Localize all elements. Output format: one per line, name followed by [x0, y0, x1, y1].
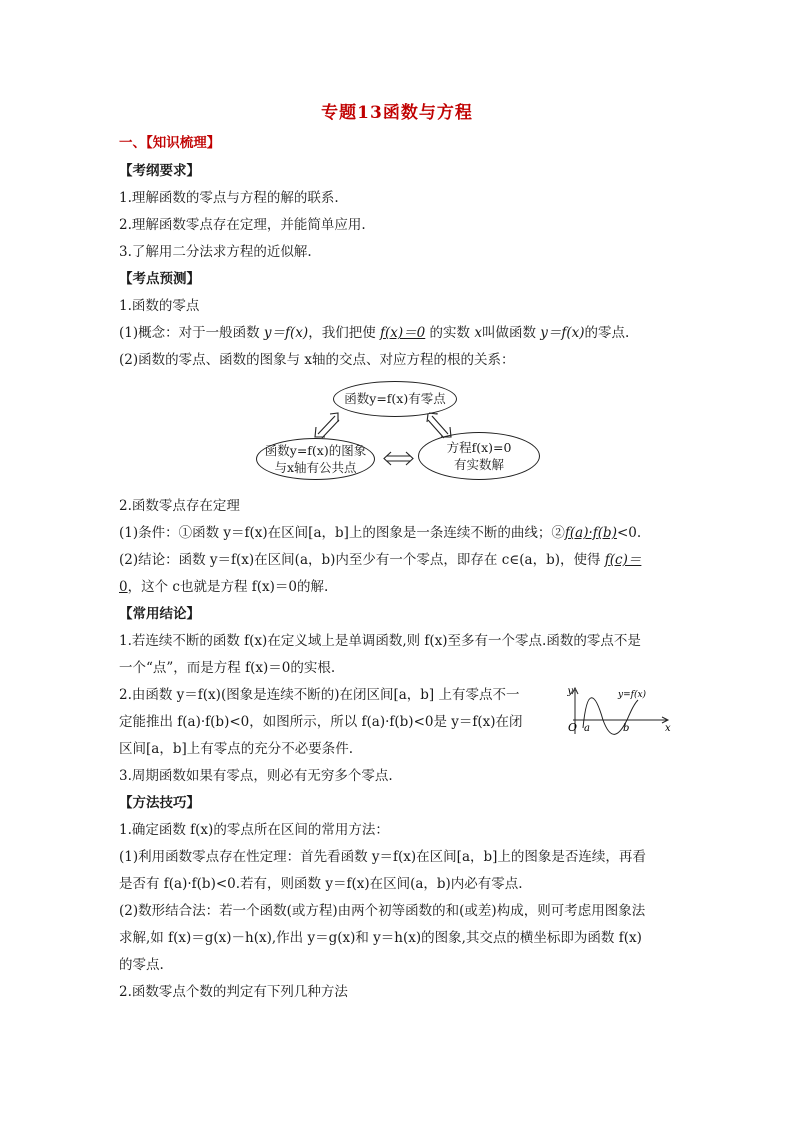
kgyq-item-1: 1.理解函数的零点与方程的解的联系. [119, 190, 339, 206]
double-arrow-icon [427, 413, 451, 438]
method-2-title: 2.函数零点个数的判定有下列几种方法 [119, 984, 348, 1000]
ellipse-graph-intersect: 函数y=f(x)的图象 与x轴有公共点 [256, 438, 375, 480]
method-1-2-line-1: (2)数形结合法：若一个函数(或方程)由两个初等函数的和(或差)构成，则可考虑用图象法 [119, 903, 646, 919]
function-graph [565, 684, 675, 736]
method-1-1-line-2: 是否有 f(a)·f(b)<0.若有，则函数 y＝f(x)在区间(a，b)内必有零点. [119, 876, 523, 892]
point-b-label: b [623, 723, 630, 734]
conclusion-2-line-3: 区间[a，b]上有零点的充分不必要条件. [119, 741, 354, 757]
conclusion-1-line-2: 一个“点”，而是方程 f(x)＝0的实根. [119, 660, 336, 676]
zero-point-concept: (1)概念：对于一般函数 y＝f(x)，我们把使 f(x)＝0 的实数 x叫做函数 y＝f(x)的零点. [119, 325, 630, 341]
method-1-title: 1.确定函数 f(x)的零点所在区间的常用方法： [119, 822, 389, 838]
origin-label: O [568, 721, 578, 734]
conclusion-2-line-1: 2.由函数 y＝f(x)(图象是连续不断的)在闭区间[a，b] 上有零点不一 [119, 687, 520, 703]
theorem-conclusion-cont: 0，这个 c也就是方程 f(x)＝0的解. [119, 579, 329, 595]
heading-kdyc: 【考点预测】 [119, 271, 200, 287]
double-arrow-icon [384, 452, 413, 465]
ellipse-equation-root: 方程f(x)=0 有实数解 [418, 432, 540, 480]
conclusion-3: 3.周期函数如果有零点，则必有无穷多个零点. [119, 768, 393, 784]
conclusion-1-line-1: 1.若连续不断的函数 f(x)在定义域上是单调函数,则 f(x)至多有一个零点.函数的零点不是 [119, 633, 641, 649]
heading-kgyq: 【考纲要求】 [119, 163, 200, 179]
method-1-1-line-1: (1)利用函数零点存在性定理：首先看函数 y＝f(x)在区间[a，b]上的图象是否连续，再看 [119, 849, 646, 865]
heading-ffjq: 【方法技巧】 [119, 795, 200, 811]
ellipse-has-zero: 函数y=f(x)有零点 [333, 381, 457, 417]
x-axis-label: x [665, 723, 671, 734]
conclusion-2-line-2: 定能推出 f(a)·f(b)<0，如图所示，所以 f(a)·f(b)<0是 y＝f(x)在闭 [119, 714, 523, 730]
curve-label: y=f(x) [618, 690, 647, 700]
point-a-label: a [584, 723, 590, 734]
zero-point-relation: (2)函数的零点、函数的图象与 x轴的交点、对应方程的根的关系： [119, 352, 515, 368]
double-arrow-icon [315, 413, 339, 438]
kgyq-item-2: 2.理解函数零点存在定理，并能简单应用. [119, 217, 366, 233]
kgyq-item-3: 3.了解用二分法求方程的近似解. [119, 244, 312, 260]
theorem-title: 2.函数零点存在定理 [119, 498, 240, 514]
theorem-conclusion: (2)结论：函数 y＝f(x)在区间(a，b)内至少有一个零点，即存在 c∈(a，b)，使得 f(c)＝ [119, 552, 642, 568]
function-curve [583, 698, 638, 735]
method-1-2-line-3: 的零点. [119, 957, 164, 973]
y-axis-label: y [567, 686, 573, 697]
zero-point-title: 1.函数的零点 [119, 298, 200, 314]
section-heading: 一、【知识梳理】 [119, 135, 221, 151]
diagram-arrows [290, 410, 490, 470]
page-title: 专题13函数与方程 [321, 103, 473, 123]
method-1-2-line-2: 求解,如 f(x)＝g(x)－h(x),作出 y＝g(x)和 y＝h(x)的图象,其交点的横坐标即为函数 f(x) [119, 930, 642, 946]
theorem-condition: (1)条件：①函数 y＝f(x)在区间[a，b]上的图象是一条连续不断的曲线；②f(a)·f(b)<0. [119, 525, 642, 541]
heading-cyjl: 【常用结论】 [119, 606, 200, 622]
